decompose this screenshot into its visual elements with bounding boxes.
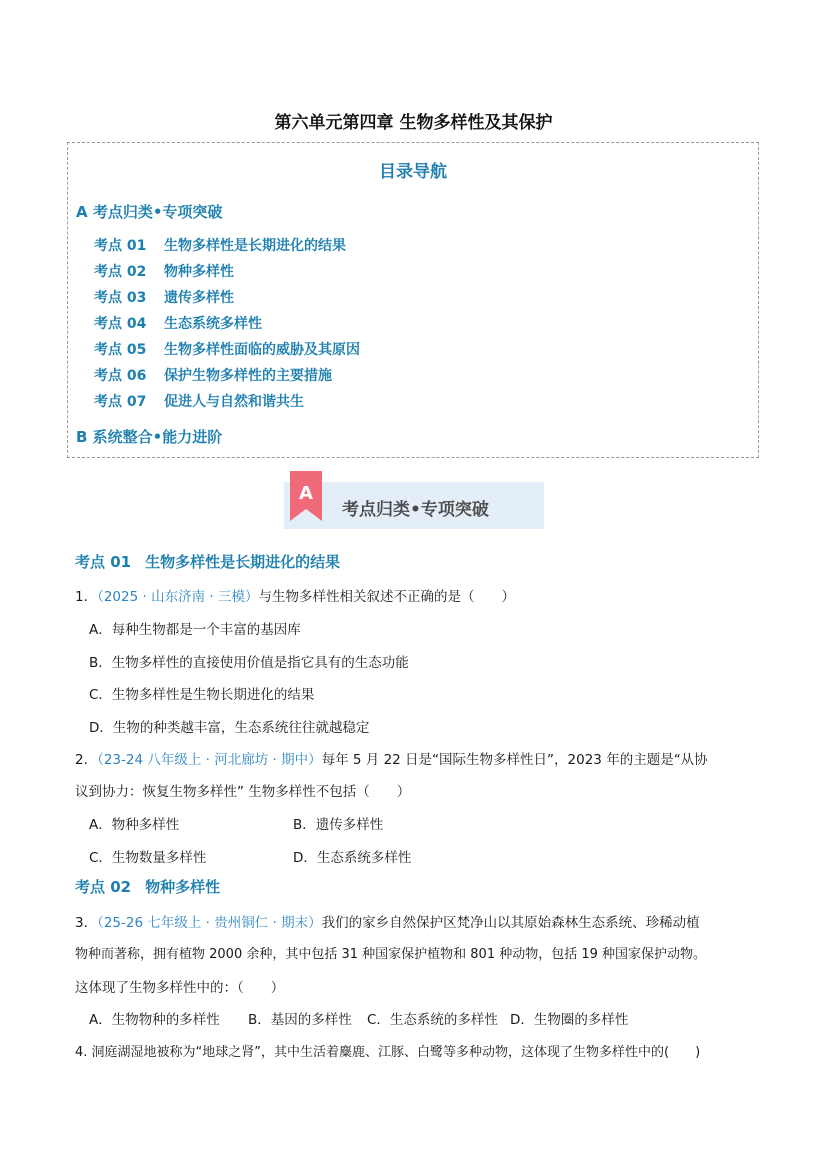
toc-item[interactable] (94, 287, 234, 307)
option-d[interactable]: D．生物圈的多样性 (510, 1012, 629, 1028)
section-title: 生物多样性是长期进化的结果 (145, 553, 341, 571)
toc-item-num: 考点 04 (94, 316, 147, 332)
toc-item[interactable] (94, 339, 360, 359)
question-1-stem (75, 585, 515, 605)
section-num: 考点 01 (75, 553, 132, 571)
section-banner (284, 471, 544, 531)
toc-box (67, 142, 759, 458)
question-source: （23-24 八年级上 · 河北廊坊 · 期中） (97, 752, 322, 768)
toc-section-a[interactable]: A 考点归类•专项突破 (76, 203, 223, 221)
toc-item-label: 物种多样性 (164, 264, 234, 280)
banner-letter: A (299, 483, 313, 504)
toc-heading: 目录导航 (379, 162, 447, 182)
question-2-stem-cont: 议到协力：恢复生物多样性” 生物多样性不包括（ ） (75, 784, 411, 800)
toc-item-label: 促进人与自然和谐共生 (164, 394, 304, 410)
question-number: 3． (75, 915, 98, 931)
section-heading (75, 551, 340, 572)
toc-item-num: 考点 06 (94, 368, 147, 384)
question-number: 4. (75, 1045, 88, 1060)
section-title: 物种多样性 (145, 878, 221, 896)
toc-item-num: 考点 05 (94, 342, 147, 358)
option-c[interactable]: C．生物数量多样性 (89, 850, 207, 866)
toc-item[interactable] (94, 313, 262, 333)
question-3-stem (75, 911, 700, 931)
document-title: 第六单元第四章 生物多样性及其保护 (274, 113, 553, 133)
option-a[interactable]: A．每种生物都是一个丰富的基因库 (89, 622, 301, 638)
question-number: 2． (75, 752, 98, 768)
question-source: （25-26 七年级上 · 贵州铜仁 · 期末） (97, 915, 322, 931)
section-num: 考点 02 (75, 878, 132, 896)
toc-item-num: 考点 01 (94, 238, 147, 254)
option-a[interactable]: A．生物物种的多样性 (89, 1012, 220, 1028)
question-source: （2025 · 山东济南 · 三模） (97, 589, 259, 605)
toc-section-b[interactable]: B 系统整合•能力进阶 (76, 428, 223, 446)
question-number: 1． (75, 589, 98, 605)
toc-item-label: 生物多样性面临的威胁及其原因 (164, 342, 360, 358)
question-text: 洞庭湖湿地被称为“地球之肾”，其中生活着麋鹿、江豚、白鹭等多种动物，这体现了生物多样性中的( ) (91, 1045, 701, 1060)
option-d[interactable]: D．生物的种类越丰富，生态系统往往就越稳定 (89, 720, 370, 736)
toc-item-label: 遗传多样性 (164, 290, 234, 306)
toc-item[interactable] (94, 235, 346, 255)
question-4-stem (75, 1041, 700, 1060)
question-2-stem (75, 748, 708, 768)
question-text: 我们的家乡自然保护区梵净山以其原始森林生态系统、珍稀动植 (321, 915, 700, 931)
banner-label: 考点归类•专项突破 (342, 500, 489, 520)
toc-item-num: 考点 03 (94, 290, 147, 306)
option-b[interactable]: B．生物多样性的直接使用价值是指它具有的生态功能 (89, 655, 409, 671)
toc-item-num: 考点 07 (94, 394, 147, 410)
toc-item-label: 生物多样性是长期进化的结果 (164, 238, 346, 254)
question-text: 每年 5 月 22 日是“国际生物多样性日”，2023 年的主题是“从协 (321, 752, 708, 768)
option-b[interactable]: B．遗传多样性 (293, 817, 384, 833)
toc-item[interactable] (94, 365, 332, 385)
question-3-stem-cont: 物种而著称，拥有植物 2000 余种，其中包括 31 种国家保护植物和 801 种动物，包括 19 种国家保护动物。 (75, 947, 707, 962)
option-b[interactable]: B．基因的多样性 (248, 1012, 352, 1028)
question-3-stem-cont: 这体现了生物多样性中的：（ ） (75, 980, 285, 996)
question-text: 与生物多样性相关叙述不正确的是（ ） (258, 589, 515, 605)
section-heading (75, 876, 220, 897)
toc-item-num: 考点 02 (94, 264, 147, 280)
bookmark-tag-icon (290, 471, 322, 521)
toc-item-label: 生态系统多样性 (164, 316, 262, 332)
option-c[interactable]: C．生态系统的多样性 (367, 1012, 498, 1028)
option-a[interactable]: A．物种多样性 (89, 817, 180, 833)
option-c[interactable]: C．生物多样性是生物长期进化的结果 (89, 687, 315, 703)
toc-item[interactable] (94, 261, 234, 281)
option-d[interactable]: D．生态系统多样性 (293, 850, 412, 866)
toc-item-label: 保护生物多样性的主要措施 (164, 368, 332, 384)
toc-item[interactable] (94, 391, 304, 411)
